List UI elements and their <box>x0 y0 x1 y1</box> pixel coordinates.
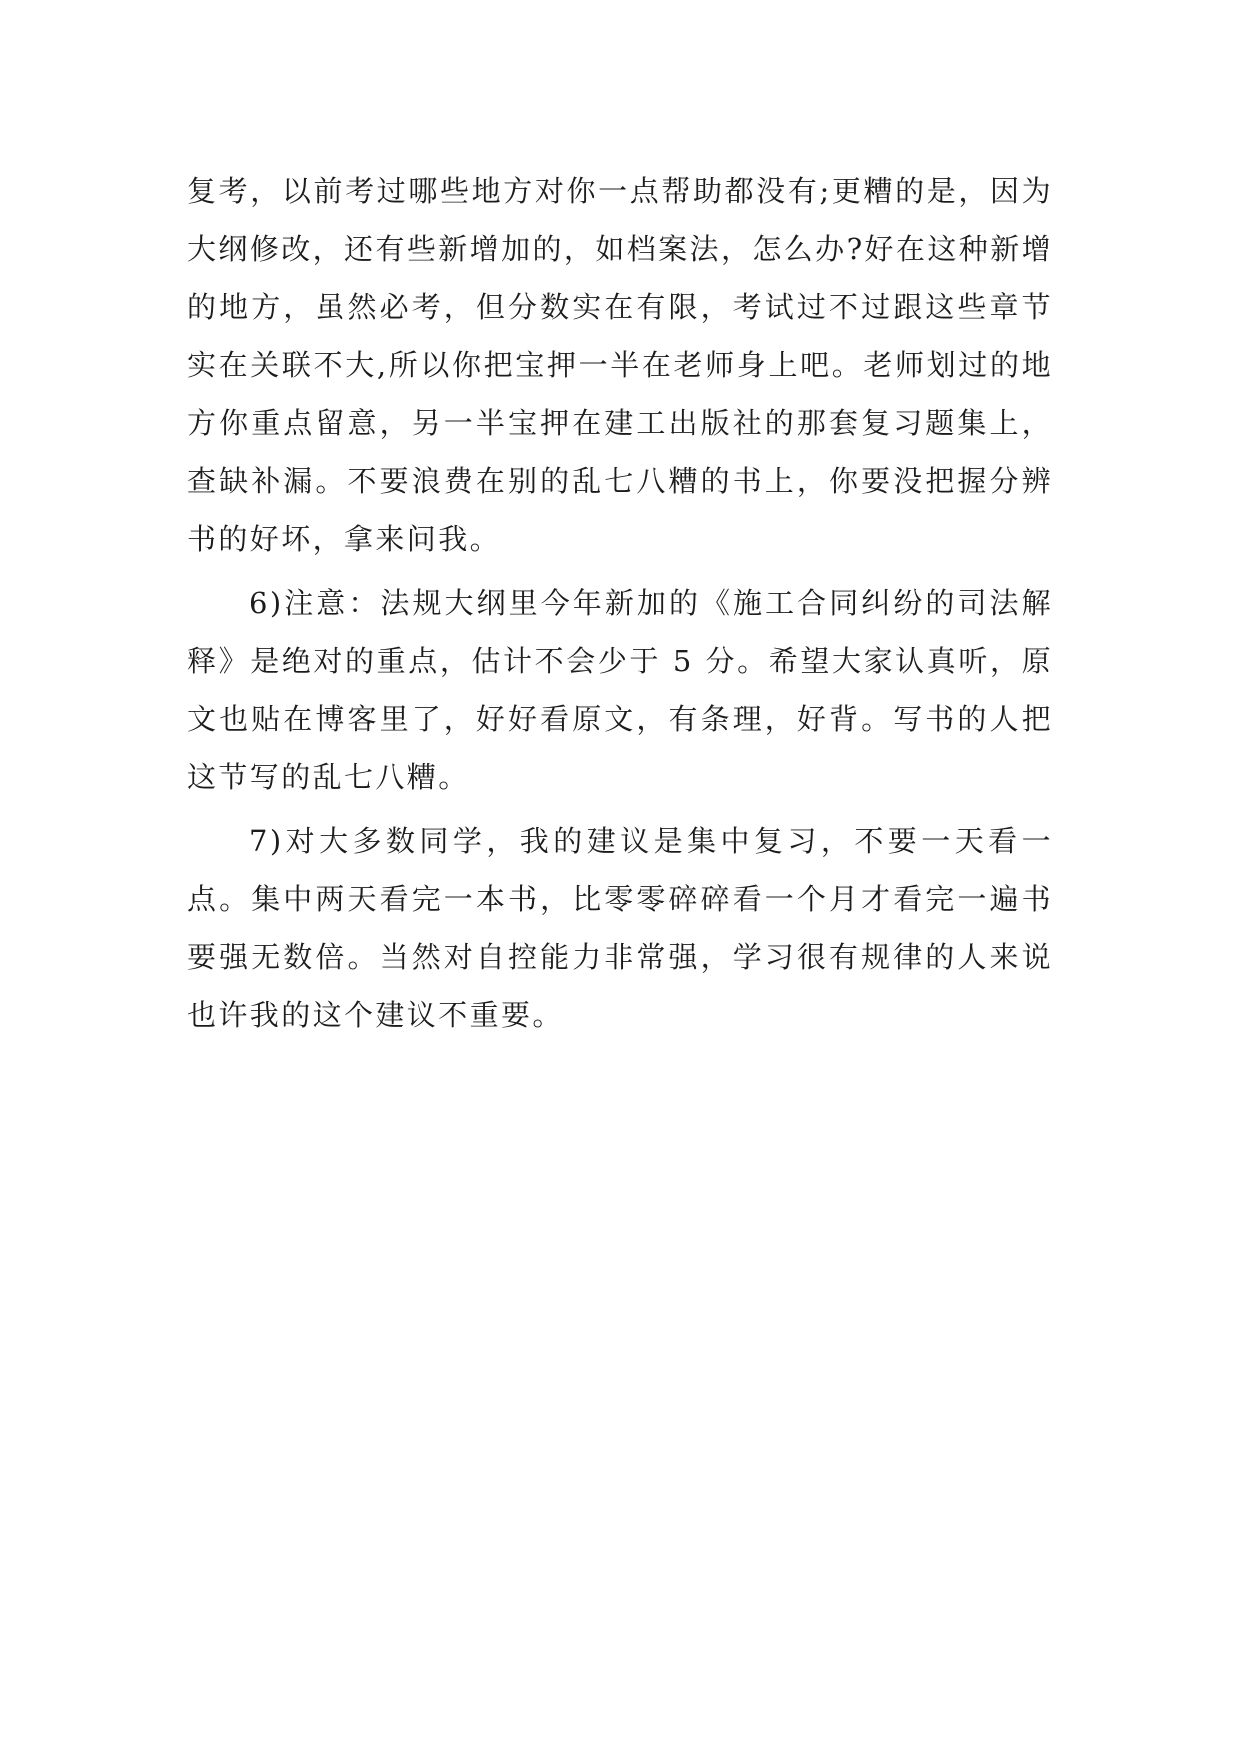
document-body <box>187 162 1053 1050</box>
paragraph-item-6: 6)注意：法规大纲里今年新加的《施工合同纠纷的司法解释》是绝对的重点，估计不会少于 5 分。希望大家认真听，原文也贴在博客里了，好好看原文，有条理，好背。写书的人把这节写的乱七八糟。 <box>187 586 1053 794</box>
paragraph-continuation: 复考，以前考过哪些地方对你一点帮助都没有;更糟的是，因为大纲修改，还有些新增加的，如档案法，怎么办?好在这种新增的地方，虽然必考，但分数实在有限，考试过不过跟这些章节实在关联不大,所以你把宝押一半在老师身上吧。老师划过的地方你重点留意，另一半宝押在建工出版社的那套复习题集上，查缺补漏。不要浪费在别的乱七八糟的书上，你要没把握分辨书的好坏，拿来问我。 <box>187 174 1053 556</box>
paragraph-item-7: 7)对大多数同学，我的建议是集中复习，不要一天看一点。集中两天看完一本书，比零零碎碎看一个月才看完一遍书要强无数倍。当然对自控能力非常强，学习很有规律的人来说也许我的这个建议不重要。 <box>187 824 1053 1032</box>
